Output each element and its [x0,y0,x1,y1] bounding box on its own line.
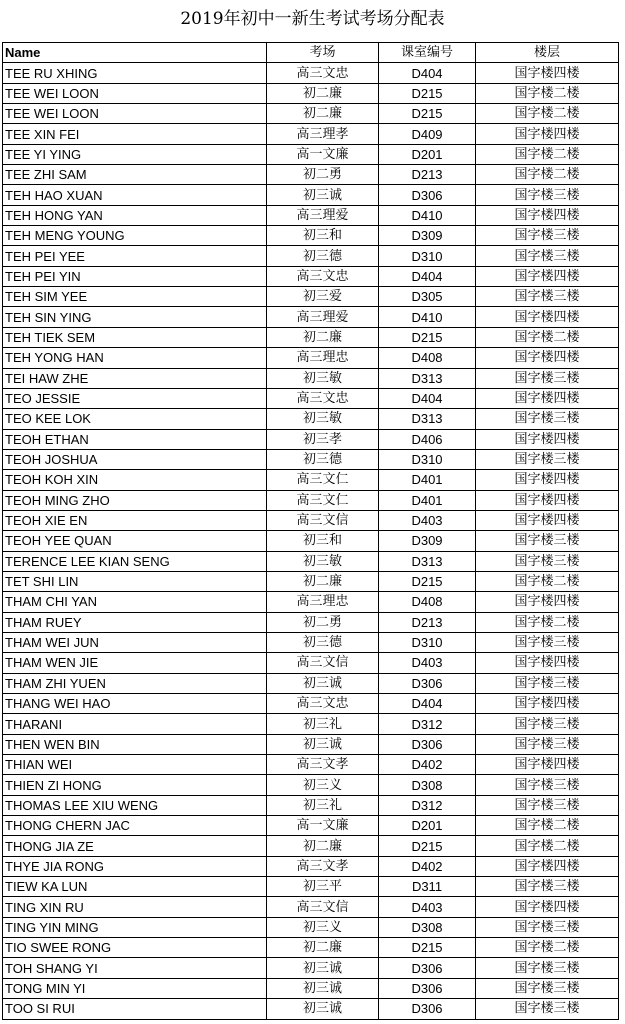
cell-floor: 国字楼三楼 [476,978,619,998]
cell-name: TEH SIM YEE [3,287,267,307]
cell-exam-room: 初三和 [267,226,379,246]
cell-exam-room: 初三德 [267,246,379,266]
cell-classroom-code: D201 [379,816,476,836]
cell-classroom-code: D308 [379,775,476,795]
cell-name: TING YIN MING [3,917,267,937]
cell-classroom-code: D213 [379,612,476,632]
cell-floor: 国字楼四楼 [476,897,619,917]
cell-classroom-code: D403 [379,510,476,530]
header-floor: 楼层 [476,43,619,63]
cell-classroom-code: D215 [379,104,476,124]
cell-exam-room: 初二廉 [267,327,379,347]
cell-exam-room: 初三敏 [267,368,379,388]
cell-classroom-code: D306 [379,999,476,1019]
header-exam-room: 考场 [267,43,379,63]
cell-name: TOH SHANG YI [3,958,267,978]
cell-name: THYE JIA RONG [3,856,267,876]
table-row [3,287,619,307]
table-row [3,470,619,490]
cell-classroom-code: D215 [379,327,476,347]
cell-floor: 国字楼二楼 [476,571,619,591]
cell-name: TEOH JOSHUA [3,449,267,469]
table-row [3,246,619,266]
header-classroom-code: 课室编号 [379,43,476,63]
cell-name: TEE XIN FEI [3,124,267,144]
cell-floor: 国字楼三楼 [476,714,619,734]
cell-floor: 国字楼三楼 [476,185,619,205]
cell-classroom-code: D403 [379,653,476,673]
cell-exam-room: 高三文仁 [267,490,379,510]
cell-exam-room: 初三诚 [267,734,379,754]
cell-floor: 国字楼四楼 [476,694,619,714]
cell-name: TEH YONG HAN [3,348,267,368]
table-row [3,388,619,408]
cell-exam-room: 初三和 [267,531,379,551]
cell-floor: 国字楼三楼 [476,409,619,429]
cell-name: THANG WEI HAO [3,694,267,714]
cell-name: TERENCE LEE KIAN SENG [3,551,267,571]
cell-classroom-code: D308 [379,917,476,937]
cell-classroom-code: D306 [379,673,476,693]
cell-name: TEE RU XHING [3,63,267,83]
cell-exam-room: 初二廉 [267,83,379,103]
cell-floor: 国字楼二楼 [476,144,619,164]
cell-classroom-code: D401 [379,490,476,510]
table-row [3,938,619,958]
cell-exam-room: 初三敏 [267,409,379,429]
table-row [3,632,619,652]
cell-classroom-code: D404 [379,694,476,714]
cell-exam-room: 初三礼 [267,714,379,734]
cell-floor: 国字楼三楼 [476,632,619,652]
table-row [3,205,619,225]
cell-name: TEOH YEE QUAN [3,531,267,551]
cell-classroom-code: D306 [379,978,476,998]
cell-exam-room: 初二勇 [267,165,379,185]
cell-name: TEO JESSIE [3,388,267,408]
table-row [3,734,619,754]
cell-floor: 国字楼四楼 [476,490,619,510]
cell-name: THONG JIA ZE [3,836,267,856]
cell-name: TING XIN RU [3,897,267,917]
cell-exam-room: 初三爱 [267,287,379,307]
table-row [3,307,619,327]
cell-classroom-code: D404 [379,388,476,408]
cell-classroom-code: D310 [379,246,476,266]
cell-name: TEH HAO XUAN [3,185,267,205]
cell-floor: 国字楼二楼 [476,165,619,185]
cell-name: TEH PEI YEE [3,246,267,266]
cell-name: TEE WEI LOON [3,83,267,103]
cell-classroom-code: D404 [379,266,476,286]
cell-exam-room: 初三诚 [267,999,379,1019]
cell-floor: 国字楼四楼 [476,205,619,225]
cell-exam-room: 初三孝 [267,429,379,449]
table-row [3,327,619,347]
table-row [3,592,619,612]
cell-name: TEE YI YING [3,144,267,164]
cell-floor: 国字楼三楼 [476,775,619,795]
cell-name: THIEN ZI HONG [3,775,267,795]
cell-exam-room: 初三义 [267,917,379,937]
cell-floor: 国字楼四楼 [476,388,619,408]
cell-floor: 国字楼三楼 [476,246,619,266]
cell-exam-room: 初三义 [267,775,379,795]
table-row [3,816,619,836]
table-row [3,409,619,429]
cell-exam-room: 高三文孝 [267,755,379,775]
table-header-row [3,43,619,63]
cell-exam-room: 初三诚 [267,958,379,978]
table-row [3,653,619,673]
table-row [3,490,619,510]
cell-name: THOMAS LEE XIU WENG [3,795,267,815]
cell-classroom-code: D409 [379,124,476,144]
table-row [3,978,619,998]
cell-floor: 国字楼三楼 [476,734,619,754]
header-name: Name [3,43,267,63]
cell-name: TEH MENG YOUNG [3,226,267,246]
table-row [3,104,619,124]
table-row [3,897,619,917]
cell-name: TEE ZHI SAM [3,165,267,185]
cell-classroom-code: D311 [379,877,476,897]
cell-floor: 国字楼三楼 [476,287,619,307]
table-row [3,83,619,103]
cell-floor: 国字楼三楼 [476,673,619,693]
cell-classroom-code: D309 [379,226,476,246]
cell-exam-room: 高三文孝 [267,856,379,876]
cell-name: THAM CHI YAN [3,592,267,612]
cell-floor: 国字楼二楼 [476,104,619,124]
cell-classroom-code: D402 [379,856,476,876]
table-row [3,755,619,775]
cell-exam-room: 高三理孝 [267,124,379,144]
cell-classroom-code: D406 [379,429,476,449]
cell-floor: 国字楼三楼 [476,999,619,1019]
cell-classroom-code: D408 [379,592,476,612]
cell-classroom-code: D306 [379,734,476,754]
cell-floor: 国字楼四楼 [476,429,619,449]
page-title: 2019年初中一新生考试考场分配表 [180,9,445,29]
table-row [3,673,619,693]
cell-name: TEH HONG YAN [3,205,267,225]
table-row [3,836,619,856]
cell-exam-room: 初二廉 [267,938,379,958]
cell-exam-room: 初二廉 [267,571,379,591]
table-row [3,266,619,286]
cell-exam-room: 初三德 [267,632,379,652]
cell-floor: 国字楼四楼 [476,348,619,368]
cell-floor: 国字楼二楼 [476,612,619,632]
cell-classroom-code: D309 [379,531,476,551]
exam-allocation-table [2,42,619,1020]
cell-exam-room: 初三诚 [267,673,379,693]
cell-floor: 国字楼四楼 [476,307,619,327]
cell-classroom-code: D410 [379,205,476,225]
table-row [3,144,619,164]
table-row [3,571,619,591]
cell-exam-room: 高三理爱 [267,307,379,327]
cell-name: THONG CHERN JAC [3,816,267,836]
cell-classroom-code: D215 [379,83,476,103]
cell-exam-room: 初三礼 [267,795,379,815]
table-row [3,999,619,1019]
table-row [3,429,619,449]
cell-classroom-code: D408 [379,348,476,368]
cell-classroom-code: D312 [379,795,476,815]
cell-name: TEOH KOH XIN [3,470,267,490]
table-row [3,612,619,632]
cell-exam-room: 初二廉 [267,836,379,856]
cell-name: TEE WEI LOON [3,104,267,124]
cell-floor: 国字楼四楼 [476,470,619,490]
cell-classroom-code: D305 [379,287,476,307]
cell-name: TEH SIN YING [3,307,267,327]
cell-name: TIEW KA LUN [3,877,267,897]
cell-name: THAM WEN JIE [3,653,267,673]
cell-floor: 国字楼三楼 [476,551,619,571]
table-row [3,917,619,937]
table-row [3,856,619,876]
cell-name: TEOH MING ZHO [3,490,267,510]
cell-name: TONG MIN YI [3,978,267,998]
cell-name: THIAN WEI [3,755,267,775]
cell-floor: 国字楼四楼 [476,510,619,530]
cell-classroom-code: D310 [379,449,476,469]
cell-classroom-code: D410 [379,307,476,327]
cell-floor: 国字楼四楼 [476,592,619,612]
cell-exam-room: 初三德 [267,449,379,469]
cell-exam-room: 高三理爱 [267,205,379,225]
cell-classroom-code: D215 [379,938,476,958]
cell-exam-room: 高三理忠 [267,348,379,368]
cell-exam-room: 初三诚 [267,978,379,998]
cell-floor: 国字楼三楼 [476,795,619,815]
cell-exam-room: 高一文廉 [267,144,379,164]
cell-exam-room: 高三文忠 [267,63,379,83]
cell-floor: 国字楼四楼 [476,266,619,286]
table-body [3,63,619,1019]
cell-classroom-code: D313 [379,551,476,571]
table-row [3,775,619,795]
cell-floor: 国字楼三楼 [476,917,619,937]
cell-name: TET SHI LIN [3,571,267,591]
cell-classroom-code: D201 [379,144,476,164]
cell-floor: 国字楼四楼 [476,124,619,144]
table-row [3,877,619,897]
cell-classroom-code: D313 [379,409,476,429]
table-row [3,124,619,144]
cell-floor: 国字楼二楼 [476,83,619,103]
cell-name: TEH TIEK SEM [3,327,267,347]
cell-classroom-code: D404 [379,63,476,83]
table-row [3,449,619,469]
cell-floor: 国字楼四楼 [476,755,619,775]
cell-floor: 国字楼三楼 [476,449,619,469]
cell-name: THAM RUEY [3,612,267,632]
cell-name: TEOH ETHAN [3,429,267,449]
cell-exam-room: 高三文信 [267,897,379,917]
cell-exam-room: 高三理忠 [267,592,379,612]
table-row [3,226,619,246]
cell-name: THAM WEI JUN [3,632,267,652]
cell-name: TIO SWEE RONG [3,938,267,958]
cell-exam-room: 初三平 [267,877,379,897]
table-row [3,551,619,571]
table-row [3,368,619,388]
cell-exam-room: 初三敏 [267,551,379,571]
cell-floor: 国字楼三楼 [476,877,619,897]
cell-floor: 国字楼二楼 [476,816,619,836]
cell-name: THEN WEN BIN [3,734,267,754]
cell-name: THARANI [3,714,267,734]
table-row [3,165,619,185]
cell-name: TEH PEI YIN [3,266,267,286]
cell-name: TEI HAW ZHE [3,368,267,388]
table-row [3,795,619,815]
cell-classroom-code: D306 [379,185,476,205]
cell-classroom-code: D402 [379,755,476,775]
table-row [3,348,619,368]
cell-exam-room: 初二廉 [267,104,379,124]
cell-exam-room: 高三文忠 [267,266,379,286]
cell-name: THAM ZHI YUEN [3,673,267,693]
cell-exam-room: 高三文忠 [267,694,379,714]
table-row [3,63,619,83]
table-row [3,958,619,978]
cell-exam-room: 高一文廉 [267,816,379,836]
cell-exam-room: 高三文信 [267,510,379,530]
cell-exam-room: 高三文信 [267,653,379,673]
cell-exam-room: 初三诚 [267,185,379,205]
cell-classroom-code: D313 [379,368,476,388]
cell-floor: 国字楼二楼 [476,327,619,347]
table-row [3,185,619,205]
cell-floor: 国字楼三楼 [476,531,619,551]
cell-exam-room: 高三文仁 [267,470,379,490]
cell-name: TEOH XIE EN [3,510,267,530]
cell-floor: 国字楼三楼 [476,226,619,246]
cell-exam-room: 高三文忠 [267,388,379,408]
cell-name: TOO SI RUI [3,999,267,1019]
cell-classroom-code: D312 [379,714,476,734]
table-row [3,531,619,551]
cell-floor: 国字楼四楼 [476,63,619,83]
cell-classroom-code: D215 [379,836,476,856]
table-row [3,714,619,734]
cell-classroom-code: D306 [379,958,476,978]
cell-floor: 国字楼三楼 [476,368,619,388]
table-row [3,510,619,530]
cell-name: TEO KEE LOK [3,409,267,429]
cell-classroom-code: D310 [379,632,476,652]
cell-floor: 国字楼四楼 [476,856,619,876]
cell-classroom-code: D401 [379,470,476,490]
cell-floor: 国字楼二楼 [476,836,619,856]
cell-floor: 国字楼四楼 [476,653,619,673]
cell-classroom-code: D215 [379,571,476,591]
cell-classroom-code: D403 [379,897,476,917]
cell-exam-room: 初二勇 [267,612,379,632]
cell-floor: 国字楼二楼 [476,938,619,958]
cell-floor: 国字楼三楼 [476,958,619,978]
cell-classroom-code: D213 [379,165,476,185]
table-row [3,694,619,714]
